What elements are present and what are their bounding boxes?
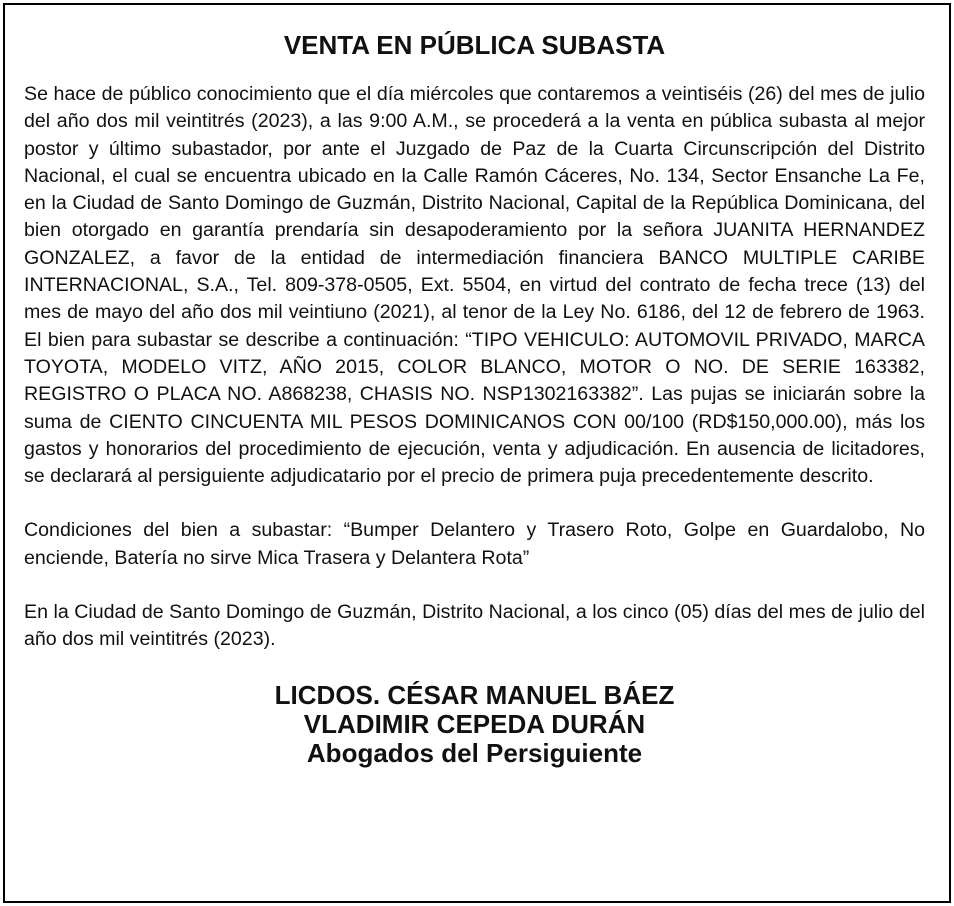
notice-title: VENTA EN PÚBLICA SUBASTA [283,30,666,60]
notice-paragraph-main: Se hace de público conocimiento que el día miércoles que contaremos a veintiséis (26) del mes de julio del año dos mil veintitrés (2023), a las 9:00 A.M., se procederá a la venta en pública subasta al mejor postor y último subastador, por ante el Juzgado de Paz de la Cuarta Circunscripción del Distrito Nacional, el cual se encuentra ubicado en la Calle Ramón Cáceres, No. 134, Sector Ensanche La Fe, en la Ciudad de Santo Domingo de Guzmán, Distrito Nacional, Capital de la República Dominicana, del bien otorgado en garantía prendaría sin desapoderamiento por la señora JUANITA HERNANDEZ GONZALEZ, a favor de la entidad de intermediación financiera BANCO MULTIPLE CARIBE INTERNACIONAL, S.A., Tel. 809-378-0505, Ext. 5504, en virtud del contrato de fecha trece (13) del mes de mayo del año dos mil veintiuno (2021), al tenor de la Ley No. 6186, del 12 de febrero de 1963. El bien para subastar se describe a continuación: “TIPO VEHICULO: AUTOMOVIL PRIVADO, MARCA TOYOTA, MODELO VITZ, AÑO 2015, COLOR BLANCO, MOTOR O NO. DE SERIE 163382, REGISTRO O PLACA NO. A868238, CHASIS NO. NSP1302163382”. Las pujas se iniciarán sobre la suma de CIENTO CINCUENTA MIL PESOS DOMINICANOS CON 00/100 (RD$150,000.00), más los gastos y honorarios del procedimiento de ejecución, venta y adjudicación. En ausencia de licitadores, se declarará al persiguiente adjudicatario por el precio de primera puja precedentemente descrito. [24,83,925,488]
notice-frame [3,3,951,903]
signature-line-lawyer-1: LICDOS. CÉSAR MANUEL BÁEZ [274,679,675,710]
notice-paragraph-conditions: Condiciones del bien a subastar: “Bumper Delantero y Trasero Roto, Golpe en Guardalobo, No enciende, Batería no sirve Mica Trasera y Delantera Rota” [24,519,925,569]
signature-block [24,681,925,768]
notice-content [24,5,925,768]
notice-paragraph-date: En la Ciudad de Santo Domingo de Guzmán, Distrito Nacional, a los cinco (05) días del mes de julio del año dos mil veintitrés (2023). [24,601,925,651]
signature-line-lawyer-2: VLADIMIR CEPEDA DURÁN [303,708,646,739]
signature-line-role: Abogados del Persiguiente [306,737,643,768]
